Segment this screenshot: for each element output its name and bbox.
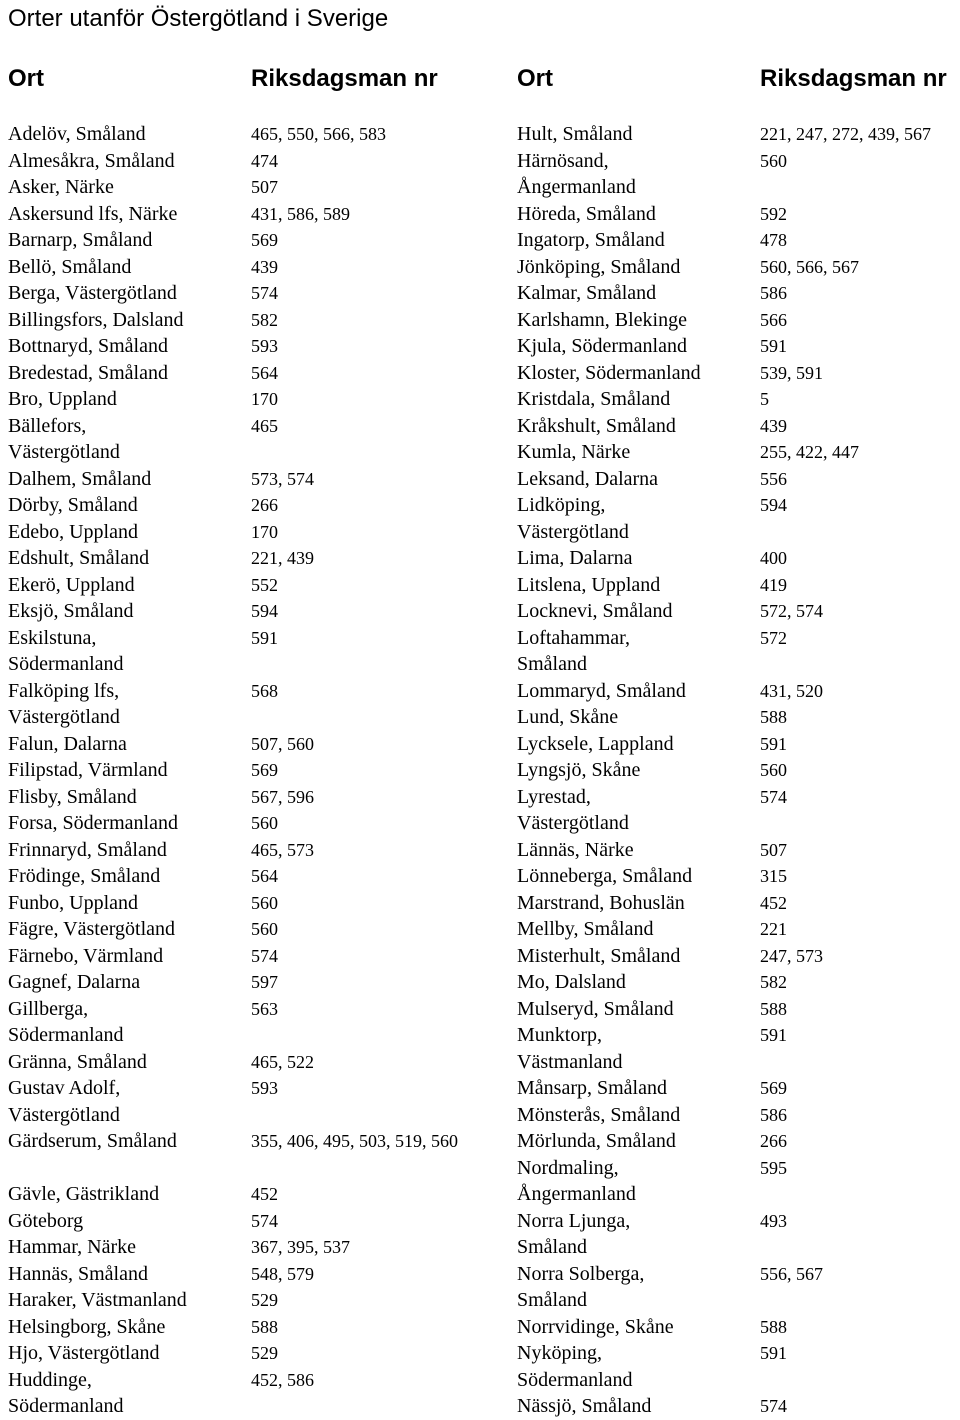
place-name-line: Mellby, Småland [517,918,654,940]
place-name-line: Lidköping, [517,494,606,516]
place-name-line: Dalhem, Småland [8,467,152,490]
riksdagsman-numbers: 588 [251,1316,278,1337]
page-title: Orter utanför Östergötland i Sverige [8,5,389,32]
place-name-line: Asker, Närke [8,176,114,198]
table-row [8,386,508,413]
riksdagsman-numbers: 452 [251,1184,278,1204]
place-name-line: Frinnaryd, Småland [8,838,167,861]
place-name-line: Västmanland [517,1050,623,1073]
riksdagsman-numbers: 560 [760,150,787,171]
riksdagsman-numbers: 591 [251,627,278,648]
table-row [517,1075,960,1102]
riksdagsman-numbers: 563 [251,998,278,1019]
riksdagsman-numbers: 560, 566, 567 [760,256,859,277]
place-name-line: Haraker, Västmanland [8,1289,187,1311]
place-name-line: Helsingborg, Skåne [8,1315,166,1338]
table-row [8,333,508,360]
place-name-line: Bellö, Småland [8,255,132,278]
table-row [517,678,960,705]
riksdagsman-numbers: 556, 567 [760,1263,823,1284]
right-table-rows [517,121,960,1420]
place-name-line: Marstrand, Bohuslän [517,891,685,914]
table-row [517,784,960,837]
place-name-line: Fägre, Västergötland [8,918,176,940]
place-name-line: Småland [517,1236,587,1258]
place-name-line: Misterhult, Småland [517,944,681,967]
place-name-line: Gävle, Gästrikland [8,1183,160,1205]
place-name-line: Norrvidinge, Skåne [517,1315,674,1338]
riksdagsman-numbers: 507 [251,177,278,197]
table-row [8,863,508,890]
place-name-line: Loftahammar, [517,626,631,649]
place-name-line: Adelöv, Småland [8,123,146,145]
riksdagsman-numbers: 591 [760,733,787,754]
table-row [8,492,508,519]
place-name-line: Västergötland [8,1103,120,1126]
table-row [517,386,960,413]
riksdagsman-numbers: 221, 439 [251,548,314,568]
riksdagsman-numbers: 431, 586, 589 [251,203,350,224]
place-name-line: Gränna, Småland [8,1050,147,1073]
riksdagsman-numbers: 593 [251,336,278,356]
place-name-line: Södermanland [8,1395,124,1417]
table-row [517,996,960,1023]
table-row [8,1234,508,1261]
riksdagsman-numbers: 573, 574 [251,468,314,489]
place-name-line: Flisby, Småland [8,785,137,808]
riksdagsman-numbers: 419 [760,574,787,595]
table-row [517,1155,960,1208]
table-row [8,757,508,784]
place-name-line: Kjula, Södermanland [517,335,687,357]
riksdagsman-numbers: 566 [760,309,787,330]
riksdagsman-numbers: 588 [760,998,787,1019]
riksdagsman-numbers: 572 [760,627,787,648]
place-name-line: Nässjö, Småland [517,1395,652,1417]
place-name-line: Gärdserum, Småland [8,1130,177,1152]
table-row [517,1102,960,1129]
riksdagsman-numbers: 591 [760,1025,787,1045]
riksdagsman-numbers: 465, 573 [251,839,314,860]
table-row [517,466,960,493]
left-table-rows [8,121,508,1420]
riksdagsman-numbers: 595 [760,1157,787,1178]
riksdagsman-numbers: 560 [251,919,278,939]
riksdagsman-numbers: 266 [760,1131,787,1151]
table-row [8,572,508,599]
riksdagsman-numbers: 591 [760,336,787,356]
table-row [8,731,508,758]
table-row [517,492,960,545]
place-name-line: Mörlunda, Småland [517,1130,676,1152]
place-name-line: Nyköping, [517,1342,602,1364]
riksdagsman-numbers: 591 [760,1343,787,1363]
table-row [8,890,508,917]
table-row [8,625,508,678]
riksdagsman-numbers: 574 [760,1396,787,1416]
riksdagsman-numbers: 560 [760,760,787,780]
riksdagsman-numbers: 564 [251,866,278,886]
table-row [8,943,508,970]
table-row [8,598,508,625]
riksdagsman-numbers: 588 [760,1316,787,1337]
table-row [517,863,960,890]
place-name-line: Färnebo, Värmland [8,944,164,967]
riksdagsman-numbers: 221, 247, 272, 439, 567 [760,124,931,144]
riksdagsman-numbers: 560 [251,892,278,913]
place-name-line: Huddinge, [8,1368,92,1391]
place-name-line: Edshult, Småland [8,547,150,569]
riksdagsman-numbers: 400 [760,548,787,568]
place-name-line: Härnösand, [517,149,609,172]
place-name-line: Eskilstuna, [8,626,97,649]
table-row [8,519,508,546]
place-name-line: Norra Solberga, [517,1262,645,1285]
table-row [517,439,960,466]
riksdagsman-numbers: 560 [251,813,278,833]
place-name-line: Eksjö, Småland [8,600,134,622]
place-name-line: Gillberga, [8,997,89,1020]
riksdagsman-numbers: 569 [760,1078,787,1098]
riksdagsman-numbers: 574 [760,786,787,807]
riksdagsman-numbers: 594 [251,601,278,621]
place-name-line: Filipstad, Värmland [8,759,168,781]
place-name-line: Edebo, Uppland [8,520,138,543]
place-name-line: Månsarp, Småland [517,1077,667,1099]
table-row [517,704,960,731]
place-name-line: Södermanland [8,653,124,675]
table-row [517,1022,960,1075]
riksdagsman-numbers: 266 [251,495,278,515]
place-name-line: Västergötland [517,812,629,834]
column-header-ort: Ort [517,65,553,92]
riksdagsman-numbers: 465 [251,415,278,436]
place-name-line: Kloster, Södermanland [517,361,701,384]
riksdagsman-numbers: 465, 550, 566, 583 [251,124,386,144]
place-name-line: Hammar, Närke [8,1236,137,1258]
riksdagsman-numbers: 552 [251,574,278,595]
table-row [8,1287,508,1314]
place-name-line: Kristdala, Småland [517,388,671,410]
place-name-line: Bällefors, [8,414,87,437]
place-name-line: Kumla, Närke [517,441,631,463]
place-name-line: Forsa, Södermanland [8,812,178,834]
riksdagsman-numbers: 170 [251,389,278,409]
table-row [8,916,508,943]
table-row [517,360,960,387]
table-row [517,307,960,334]
place-name-line: Locknevi, Småland [517,600,673,622]
place-name-line: Funbo, Uppland [8,891,138,914]
table-row [517,757,960,784]
place-name-line: Kalmar, Småland [517,282,657,304]
table-row [8,1049,508,1076]
table-row [517,890,960,917]
place-name-line: Falun, Dalarna [8,732,127,755]
place-name-line: Västergötland [8,706,120,728]
place-name-line: Göteborg [8,1209,84,1232]
riksdagsman-numbers: 465, 522 [251,1051,314,1072]
table-row [8,678,508,731]
riksdagsman-numbers: 568 [251,680,278,701]
table-row [517,148,960,201]
place-name-line: Södermanland [8,1024,124,1046]
place-name-line: Södermanland [517,1368,633,1391]
riksdagsman-numbers: 572, 574 [760,601,823,621]
table-row [8,837,508,864]
column-header-riksdagsman-nr: Riksdagsman nr [760,65,947,92]
table-row [517,943,960,970]
place-name-line: Ekerö, Uppland [8,573,135,596]
riksdagsman-numbers: 588 [760,707,787,727]
riksdagsman-numbers: 452 [760,892,787,913]
place-name-line: Jönköping, Småland [517,255,681,278]
table-row [8,1208,508,1235]
table-row [517,1128,960,1155]
place-name-line: Bro, Uppland [8,388,117,410]
place-name-line: Lund, Skåne [517,706,619,728]
place-name-line: Ingatorp, Småland [517,229,665,251]
place-name-line: Lommaryd, Småland [517,679,686,702]
place-name-line: Småland [517,1289,587,1311]
riksdagsman-numbers: 247, 573 [760,945,823,966]
table-row [8,810,508,837]
place-name-line: Falköping lfs, [8,679,120,702]
riksdagsman-numbers: 529 [251,1343,278,1363]
table-row [517,121,960,148]
table-row [8,1261,508,1288]
place-name-line: Berga, Västergötland [8,282,177,304]
place-name-line: Lyrestad, [517,785,591,808]
table-row [517,969,960,996]
table-row [8,254,508,281]
table-row [517,333,960,360]
table-row [8,121,508,148]
table-row [517,1314,960,1341]
place-name-line: Ångermanland [517,1183,636,1205]
table-row [517,227,960,254]
table-row [8,784,508,811]
riksdagsman-numbers: 221 [760,919,787,939]
table-row [8,1128,508,1181]
riksdagsman-numbers: 452, 586 [251,1369,314,1390]
table-row [8,280,508,307]
place-name-line: Bottnaryd, Småland [8,335,168,357]
riksdagsman-numbers: 567, 596 [251,786,314,807]
place-name-line: Ångermanland [517,176,636,198]
riksdagsman-numbers: 564 [251,362,278,383]
riksdagsman-numbers: 367, 395, 537 [251,1237,350,1257]
table-row [517,254,960,281]
table-row [8,1314,508,1341]
table-row [8,148,508,175]
place-name-line: Lönneberga, Småland [517,865,693,887]
place-name-line: Karlshamn, Blekinge [517,308,687,331]
place-name-line: Lyngsjö, Skåne [517,759,641,781]
riksdagsman-numbers: 592 [760,203,787,224]
riksdagsman-numbers: 569 [251,760,278,780]
place-name-line: Askersund lfs, Närke [8,202,178,225]
riksdagsman-numbers: 597 [251,972,278,992]
place-name-line: Småland [517,653,587,675]
riksdagsman-numbers: 586 [760,283,787,303]
riksdagsman-numbers: 574 [251,1210,278,1231]
riksdagsman-numbers: 594 [760,495,787,515]
table-row [517,1340,960,1393]
riksdagsman-numbers: 493 [760,1210,787,1231]
place-name-line: Almesåkra, Småland [8,149,175,172]
table-row [8,1340,508,1367]
table-row [517,1261,960,1314]
riksdagsman-numbers: 569 [251,230,278,250]
table-row [8,996,508,1049]
place-name-line: Litslena, Uppland [517,573,661,596]
place-name-line: Lycksele, Lappland [517,732,674,755]
place-name-line: Västergötland [8,441,120,463]
place-name-line: Munktorp, [517,1024,602,1046]
place-name-line: Mo, Dalsland [517,971,626,993]
table-row [517,280,960,307]
riksdagsman-numbers: 539, 591 [760,362,823,383]
table-row [517,1393,960,1420]
place-name-line: Bredestad, Småland [8,361,168,384]
table-row [8,545,508,572]
column-header-ort: Ort [8,65,44,92]
riksdagsman-numbers: 170 [251,521,278,542]
table-row [517,572,960,599]
riksdagsman-numbers: 439 [760,415,787,436]
riksdagsman-numbers: 474 [251,150,278,171]
place-name-line: Hannäs, Småland [8,1262,148,1285]
riksdagsman-numbers: 593 [251,1078,278,1098]
riksdagsman-numbers: 439 [251,256,278,277]
table-row [517,916,960,943]
riksdagsman-numbers: 507, 560 [251,733,314,754]
place-name-line: Leksand, Dalarna [517,467,659,490]
table-row [8,360,508,387]
table-row [517,598,960,625]
place-name-line: Höreda, Småland [517,202,656,225]
place-name-line: Kråkshult, Småland [517,414,676,437]
table-row [8,1075,508,1128]
riksdagsman-numbers: 255, 422, 447 [760,442,859,462]
place-name-line: Frödinge, Småland [8,865,161,887]
place-name-line: Västergötland [517,520,629,543]
riksdagsman-numbers: 556 [760,468,787,489]
table-row [517,625,960,678]
table-row [517,413,960,440]
table-row [517,545,960,572]
table-row [8,466,508,493]
place-name-line: Lima, Dalarna [517,547,633,569]
table-row [517,837,960,864]
riksdagsman-numbers: 582 [251,309,278,330]
riksdagsman-numbers: 574 [251,283,278,303]
table-row [8,969,508,996]
place-name-line: Lännäs, Närke [517,838,634,861]
riksdagsman-numbers: 582 [760,972,787,992]
place-name-line: Mulseryd, Småland [517,997,674,1020]
riksdagsman-numbers: 355, 406, 495, 503, 519, 560 [251,1131,458,1151]
table-row [8,307,508,334]
place-name-line: Hjo, Västergötland [8,1342,160,1364]
riksdagsman-numbers: 5 [760,389,769,409]
place-name-line: Gustav Adolf, [8,1077,121,1099]
table-row [8,174,508,201]
place-name-line [8,1155,508,1182]
place-name-line: Norra Ljunga, [517,1209,631,1232]
riksdagsman-numbers: 507 [760,839,787,860]
place-name-line: Gagnef, Dalarna [8,971,141,993]
riksdagsman-numbers: 586 [760,1104,787,1125]
place-name-line: Billingsfors, Dalsland [8,308,184,331]
riksdagsman-numbers: 529 [251,1290,278,1310]
riksdagsman-numbers: 431, 520 [760,680,823,701]
table-row [517,201,960,228]
place-name-line: Nordmaling, [517,1156,619,1179]
place-name-line: Mönsterås, Småland [517,1103,681,1126]
place-name-line: Dörby, Småland [8,494,138,516]
column-header-riksdagsman-nr: Riksdagsman nr [251,65,438,92]
table-row [8,413,508,466]
table-row [8,1181,508,1208]
riksdagsman-numbers: 478 [760,230,787,250]
table-row [517,1208,960,1261]
place-name-line: Hult, Småland [517,123,633,145]
table-row [8,227,508,254]
table-row [8,201,508,228]
riksdagsman-numbers: 315 [760,866,787,886]
riksdagsman-numbers: 574 [251,945,278,966]
table-row [8,1367,508,1420]
riksdagsman-numbers: 548, 579 [251,1263,314,1284]
table-row [517,731,960,758]
place-name-line: Barnarp, Småland [8,229,153,251]
